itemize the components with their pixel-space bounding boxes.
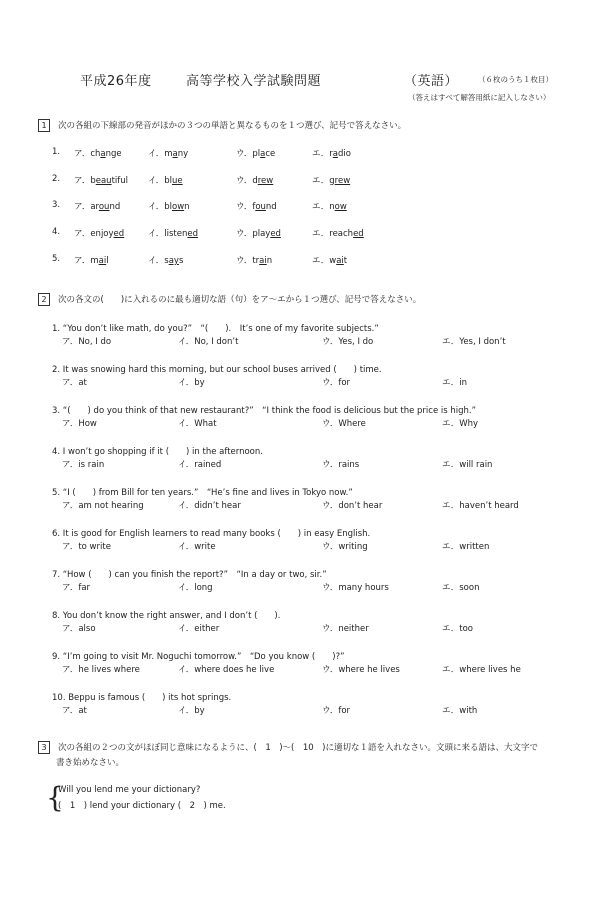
section-number: 3: [38, 741, 50, 754]
choice-label: イ．: [148, 202, 165, 212]
choice-label: エ．: [312, 149, 330, 159]
word-choice: [148, 147, 188, 159]
answer-choice: ア．far: [62, 583, 91, 593]
answer-choice: ア．he lives where: [62, 665, 140, 675]
pair-brace: {: [46, 781, 64, 814]
word-part: enjoy: [90, 229, 114, 239]
choice-label: エ．: [312, 176, 330, 186]
answer-choice: エ．haven’t heard: [442, 501, 519, 511]
word-part: s: [178, 256, 184, 266]
answer-choice: イ．write: [178, 542, 216, 552]
choice-label: エ．: [312, 229, 330, 239]
word-part: pl: [252, 149, 261, 159]
answer-choice: ウ．for: [322, 378, 351, 388]
choice-label: ウ．: [236, 149, 253, 159]
answer-choice: エ．soon: [442, 583, 480, 593]
answer-choice: ウ．where he lives: [322, 665, 400, 675]
answer-choice: ウ．don’t hear: [322, 501, 383, 511]
answer-choice: イ．rained: [178, 460, 222, 470]
question-text: 10. Beppu is famous ( ) its hot springs.: [52, 693, 232, 703]
word-part: dio: [337, 149, 351, 159]
answer-choice: ア．am not hearing: [62, 501, 144, 511]
exam-title: 高等学校入学試験問題: [186, 74, 322, 89]
underlined-part: ai: [259, 256, 267, 266]
choice-label: ア．: [74, 202, 91, 212]
underlined-part: ed: [113, 229, 125, 239]
answer-choice: エ．where lives he: [442, 665, 521, 675]
choice-label: イ．: [148, 176, 165, 186]
word-choice: [312, 200, 347, 212]
choice-label: イ．: [148, 229, 165, 239]
underlined-part: ue: [172, 176, 183, 186]
question-text: 6. It is good for English learners to read many books ( ) in easy English.: [52, 529, 371, 539]
underlined-part: ed: [270, 229, 281, 239]
word-part: g: [329, 176, 335, 186]
pair-sentence-1: Will you lend me your dictionary?: [58, 785, 201, 795]
item-number: 5.: [52, 254, 61, 264]
word-choice: [148, 227, 198, 239]
section-instruction: 次の各組の下線部の発音がほかの３つの単語と異なるものを１つ選び、記号で答えなさい。: [58, 121, 407, 131]
section-instruction: 次の各文の( )に入れるのに最も適切な語（句）をア～エから１つ選び、記号で答えなさい。: [58, 295, 422, 305]
answer-choice: イ．What: [178, 419, 217, 429]
choice-label: ウ．: [236, 202, 253, 212]
word-part: tiful: [111, 176, 128, 186]
word-choice: [312, 174, 350, 186]
question-text: 2. It was snowing hard this morning, but our school buses arrived ( ) time.: [52, 365, 382, 375]
section-instruction: 次の各組の２つの文がほぼ同じ意味になるように、( 1 )～( 10 )に適切な１語を入れなさい。文頭に来る語は、大文字で: [58, 743, 538, 753]
word-part: reach: [329, 229, 354, 239]
word-choice: [148, 254, 183, 266]
word-part: n: [184, 202, 190, 212]
word-choice: [74, 147, 122, 159]
answer-choice: ウ．Yes, I do: [322, 337, 374, 347]
underlined-part: a: [172, 149, 178, 159]
word-part: b: [90, 176, 96, 186]
choice-label: イ．: [148, 149, 165, 159]
answer-choice: ア．is rain: [62, 460, 105, 470]
word-choice: [236, 147, 275, 159]
word-choice: [236, 200, 277, 212]
word-choice: [148, 174, 183, 186]
word-part: s: [164, 256, 169, 266]
answer-choice: イ．either: [178, 624, 220, 634]
answer-choice: ウ．writing: [322, 542, 368, 552]
word-part: l: [106, 256, 109, 266]
underlined-part: ai: [98, 256, 107, 266]
underlined-part: ou: [98, 202, 110, 212]
page-info: （６枚のうち１枚目）: [478, 75, 553, 84]
word-choice: [236, 174, 273, 186]
word-choice: [312, 147, 351, 159]
answer-choice: ウ．for: [322, 706, 351, 716]
answer-choice: ウ．neither: [322, 624, 369, 634]
answer-choice: エ．written: [442, 542, 490, 552]
underlined-part: ou: [255, 202, 266, 212]
section-1-heading: [38, 119, 406, 132]
answer-choice: ウ．Where: [322, 419, 366, 429]
underlined-part: ai: [336, 256, 344, 266]
word-choice: [148, 200, 190, 212]
question-text: 4. I won’t go shopping if it ( ) in the afternoon.: [52, 447, 263, 457]
answer-choice: ア．to write: [62, 542, 111, 552]
question-text: 1. “You don’t like math, do you?” “( ). It’s one of my favorite subjects.”: [52, 324, 379, 334]
underlined-part: a: [100, 149, 106, 159]
answer-choice: エ．with: [442, 706, 478, 716]
section-3-heading: [38, 741, 538, 754]
item-number: 2.: [52, 174, 61, 184]
answer-choice: エ．in: [442, 378, 468, 388]
underlined-part: a: [332, 149, 338, 159]
word-part: ce: [265, 149, 276, 159]
word-part: r: [329, 149, 333, 159]
pair-sentence-2: ( 1 ) lend your dictionary ( 2 ) me.: [58, 801, 226, 811]
answer-choice: ア．How: [62, 419, 97, 429]
choice-label: ア．: [74, 176, 91, 186]
answer-choice: エ．Yes, I don’t: [442, 337, 506, 347]
answer-choice: ア．at: [62, 706, 87, 716]
word-part: d: [252, 176, 258, 186]
section-number: 1: [38, 119, 50, 132]
answer-choice: イ．by: [178, 706, 205, 716]
word-part: nd: [109, 202, 121, 212]
underlined-part: eau: [95, 176, 112, 186]
answer-choice: ア．No, I do: [62, 337, 112, 347]
section-3-instruction-cont: 書き始めなさい。: [56, 758, 125, 768]
answer-choice: イ．where does he live: [178, 665, 275, 675]
word-part: listen: [164, 229, 188, 239]
word-choice: [74, 174, 128, 186]
word-part: ar: [90, 202, 99, 212]
underlined-part: rew: [334, 176, 351, 186]
choice-label: エ．: [312, 256, 330, 266]
word-part: n: [266, 256, 273, 266]
answer-choice: エ．Why: [442, 419, 479, 429]
answer-choice: エ．too: [442, 624, 473, 634]
word-choice: [236, 227, 281, 239]
choice-label: ウ．: [236, 229, 253, 239]
answer-choice: イ．by: [178, 378, 205, 388]
word-choice: [312, 254, 347, 266]
underlined-part: ow: [334, 202, 347, 212]
item-number: 4.: [52, 227, 61, 237]
question-text: 5. “I ( ) from Bill for ten years.” “He’s fine and lives in Tokyo now.”: [52, 488, 353, 498]
word-part: m: [90, 256, 99, 266]
word-choice: [312, 227, 364, 239]
item-number: 3.: [52, 200, 61, 210]
exam-subject: （英語）: [404, 74, 459, 89]
word-part: tr: [252, 256, 260, 266]
word-part: bl: [164, 202, 173, 212]
exam-year: 平成26年度: [80, 74, 152, 89]
underlined-part: ed: [353, 229, 364, 239]
word-part: bl: [164, 176, 173, 186]
word-part: w: [329, 256, 337, 266]
choice-label: ア．: [74, 256, 91, 266]
underlined-part: a: [260, 149, 266, 159]
underlined-part: rew: [257, 176, 274, 186]
answer-choice: ア．also: [62, 624, 96, 634]
word-part: ch: [90, 149, 101, 159]
choice-label: ウ．: [236, 256, 253, 266]
underlined-part: ed: [187, 229, 198, 239]
word-part: n: [329, 202, 335, 212]
word-part: nd: [265, 202, 277, 212]
answer-choice: ウ．rains: [322, 460, 360, 470]
question-text: 8. You don’t know the right answer, and I don’t ( ).: [52, 611, 281, 621]
choice-label: ア．: [74, 149, 91, 159]
answer-choice: イ．didn’t hear: [178, 501, 241, 511]
underlined-part: ay: [168, 256, 179, 266]
word-choice: [74, 227, 124, 239]
word-part: m: [164, 149, 173, 159]
answer-choice: エ．will rain: [442, 460, 493, 470]
word-choice: [74, 254, 109, 266]
section-2-heading: [38, 293, 421, 306]
question-text: 7. “How ( ) can you finish the report?” “In a day or two, sir.”: [52, 570, 327, 580]
choice-label: ウ．: [236, 176, 253, 186]
answer-choice: ウ．many hours: [322, 583, 389, 593]
answer-choice: イ．long: [178, 583, 213, 593]
answer-choice: ア．at: [62, 378, 87, 388]
question-text: 9. “I’m going to visit Mr. Noguchi tomorrow.” “Do you know ( )?”: [52, 652, 345, 662]
choice-label: イ．: [148, 256, 165, 266]
word-part: nge: [105, 149, 122, 159]
question-text: 3. “( ) do you think of that new restaurant?” “I think the food is delicious but the price is high.”: [52, 406, 477, 416]
section-number: 2: [38, 293, 50, 306]
item-number: 1.: [52, 147, 61, 157]
word-part: ny: [177, 149, 189, 159]
answer-note: （答えはすべて解答用紙に記入しなさい）: [408, 93, 551, 102]
underlined-part: ow: [172, 202, 185, 212]
word-choice: [74, 200, 120, 212]
choice-label: ア．: [74, 229, 91, 239]
word-part: f: [252, 202, 256, 212]
word-part: t: [343, 256, 348, 266]
word-part: play: [252, 229, 271, 239]
choice-label: エ．: [312, 202, 330, 212]
word-choice: [236, 254, 272, 266]
answer-choice: イ．No, I don’t: [178, 337, 239, 347]
